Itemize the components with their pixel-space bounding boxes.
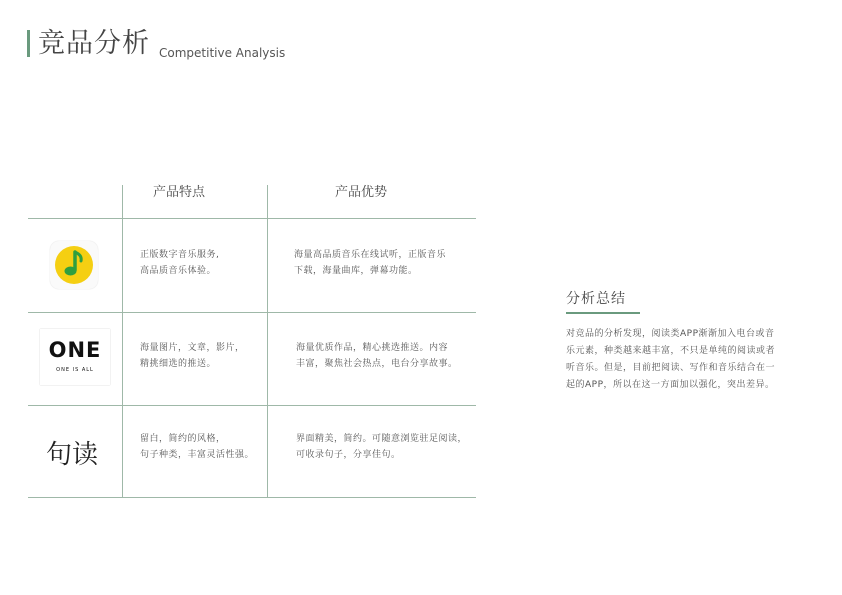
table-cell-features: 留白，简约的风格， 句子种类，丰富灵活性强。 <box>140 434 255 460</box>
table-cell-advantages: 界面精美，简约。可随意浏览驻足阅读， 可收录句子，分享佳句。 <box>296 434 468 460</box>
summary-title: 分析总结 <box>566 291 626 307</box>
summary-underline <box>566 312 640 314</box>
table-cell-features: 正版数字音乐服务, 高品质音乐体验。 <box>140 250 220 276</box>
judu-logo <box>41 422 103 480</box>
column-header-features: 产品特点 <box>153 185 206 200</box>
table-cell-advantages: 海量优质作品，精心挑选推送。内容 丰富，聚焦社会热点，电台分享故事。 <box>296 343 458 369</box>
table-divider-horizontal <box>28 218 476 219</box>
table-divider-horizontal <box>28 312 476 313</box>
page-subtitle: Competitive Analysis <box>159 46 286 60</box>
music-note-icon <box>50 241 98 289</box>
one-logo-text: ONE <box>48 338 102 362</box>
table-cell-advantages: 海量高品质音乐在线试听，正版音乐 下载，海量曲库，弹幕功能。 <box>294 250 447 276</box>
table-cell-features: 海量图片，文章，影片， 精挑细选的推送。 <box>140 343 245 369</box>
table-divider-vertical <box>122 185 123 497</box>
judu-logo-text: 句读 <box>45 440 98 470</box>
table-divider-horizontal <box>28 497 476 498</box>
title-accent-bar <box>27 30 30 57</box>
one-logo-tagline: ONE IS ALL <box>56 367 94 373</box>
column-header-advantages: 产品优势 <box>335 185 388 200</box>
qq-music-logo <box>50 241 98 289</box>
table-divider-vertical <box>267 185 268 497</box>
one-logo <box>40 329 110 385</box>
table-divider-horizontal <box>28 405 476 406</box>
summary-text: 对竞品的分析发现，阅读类APP渐渐加入电台或音乐元素，种类越来越丰富，不只是单纯的阅读或者听音乐。但是，目前把阅读、写作和音乐结合在一起的APP，所以在这一方面加以强化，突出差异。 <box>566 329 776 390</box>
page-title: 竞品分析 <box>38 28 150 59</box>
